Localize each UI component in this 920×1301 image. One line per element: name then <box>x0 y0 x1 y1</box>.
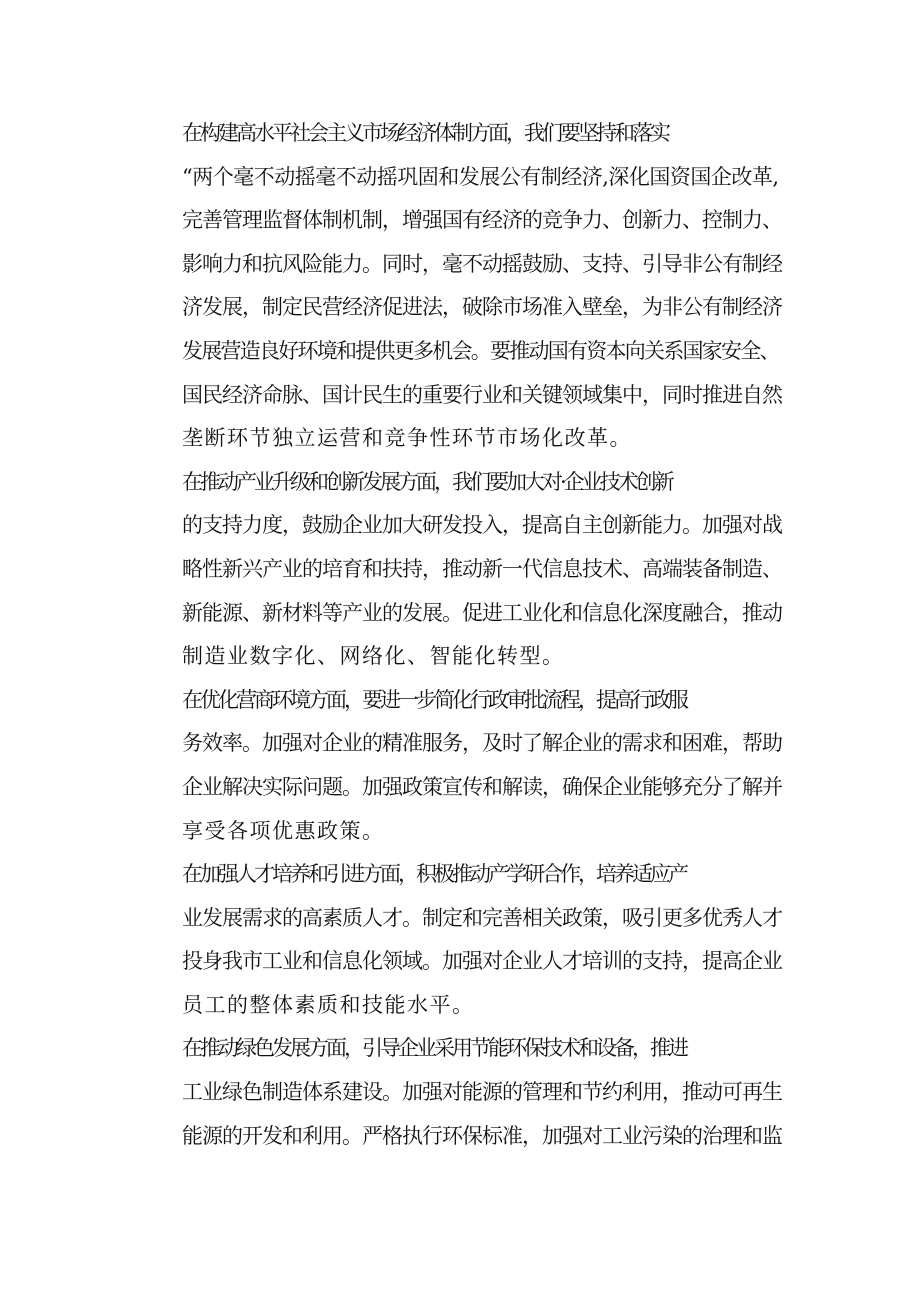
document-body <box>137 112 785 1158</box>
text-line: 完善管理监督体制机制，增强国有经济的竞争力、创新力、控制力、 <box>182 208 782 233</box>
text-line: 投身我市工业和信息化领域。加强对企业人才培训的支持，提高企业 <box>182 949 782 974</box>
text-line: 在构建高水平社会主义市场经济体制方面，我们要坚持和落实 <box>182 121 668 145</box>
text-line: 员工的整体素质和技能水平。 <box>182 992 475 1017</box>
text-line: 企业解决实际问题。加强政策宣传和解读，确保企业能够充分了解并 <box>182 774 782 799</box>
text-line: 略性新兴产业的培育和扶持，推动新一代信息技术、高端装备制造、 <box>182 556 782 581</box>
text-line: 垄断环节独立运营和竞争性环节市场化改革。 <box>182 426 632 451</box>
paragraph-business-environment <box>137 679 785 853</box>
text-line: 工业绿色制造体系建设。加强对能源的管理和节约利用，推动可再生 <box>182 1080 782 1105</box>
text-line: “两个毫不动摇毫不动摇巩固和发展公有制经济,深化国资国企改革, <box>182 164 779 189</box>
paragraph-market-economy <box>137 112 785 461</box>
text-line: 享受各项优惠政策。 <box>182 818 385 843</box>
paragraph-talent <box>137 853 785 1027</box>
text-line: 业发展需求的高素质人才。制定和完善相关政策，吸引更多优秀人才 <box>182 905 782 930</box>
text-line: 济发展，制定民营经济促进法，破除市场准入壁垒，为非公有制经济 <box>182 295 782 320</box>
paragraph-green-development <box>137 1027 785 1158</box>
text-line: 在推动绿色发展方面，引导企业采用节能环保技术和设备，推进 <box>182 1036 686 1061</box>
text-line: 能源的开发和利用。严格执行环保标准，加强对工业污染的治理和监 <box>182 1123 782 1148</box>
text-line: 发展营造良好环境和提供更多机会。要推动国有资本向关系国家安全、 <box>182 338 779 363</box>
text-line: 务效率。加强对企业的精准服务，及时了解企业的需求和困难，帮助 <box>182 731 782 756</box>
text-line: 在加强人才培养和引进方面，积极推动产学研合作，培养适应产 <box>182 862 686 887</box>
paragraph-industry-upgrade <box>137 461 785 679</box>
text-line: 新能源、新材料等产业的发展。促进工业化和信息化深度融合，推动 <box>182 600 782 625</box>
text-line: 的支持力度，鼓励企业加大研发投入，提高自主创新能力。加强对战 <box>182 513 782 538</box>
text-line: 在优化营商环境方面，要进一步简化行政审批流程，提高行政服 <box>182 687 686 712</box>
text-line: 制造业数字化、网络化、智能化转型。 <box>182 644 565 669</box>
text-line: 国民经济命脉、国计民生的重要行业和关键领域集中，同时推进自然 <box>182 382 782 407</box>
text-line: 影响力和抗风险能力。同时，毫不动摇鼓励、支持、引导非公有制经 <box>182 251 782 276</box>
text-line: 在推动产业升级和创新发展方面，我们要加大对·企业技术创新 <box>182 469 672 494</box>
